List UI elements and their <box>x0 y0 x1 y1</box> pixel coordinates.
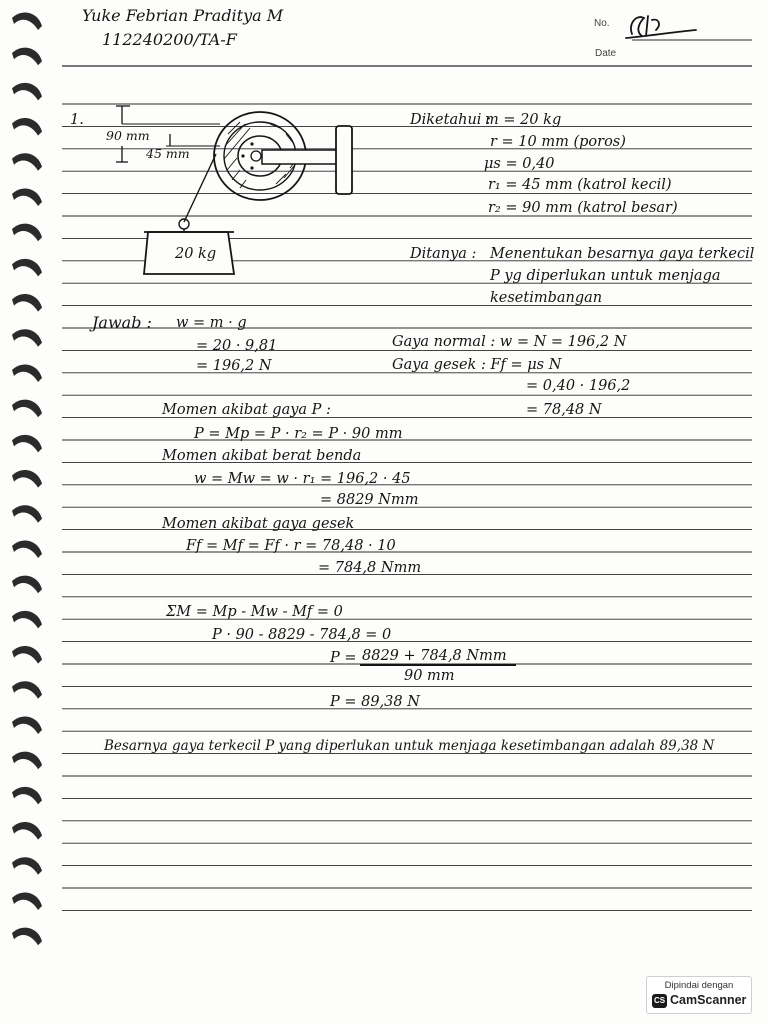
weight-formula: w = m · g <box>176 315 247 331</box>
ditanya-label: Ditanya : <box>410 246 477 262</box>
moment-f-result: = 784,8 Nmm <box>318 560 422 576</box>
given-small-pulley-radius: r₁ = 45 mm (katrol kecil) <box>488 177 672 193</box>
spiral-ring <box>12 48 42 66</box>
fraction-bar <box>360 664 516 666</box>
moment-p-formula: P = Mp = P · r₂ = P · 90 mm <box>194 426 403 442</box>
spiral-ring <box>12 892 42 910</box>
spiral-ring <box>12 611 42 629</box>
p-numerator: 8829 + 784,8 Nmm <box>362 648 507 664</box>
student-name: Yuke Febrian Praditya M <box>82 6 284 25</box>
no-label: No. <box>594 18 610 29</box>
friction-substitution: = 0,40 · 196,2 <box>526 378 631 394</box>
spiral-ring <box>12 540 42 558</box>
asked-line-3: kesetimbangan <box>490 290 603 306</box>
spiral-ring <box>12 153 42 171</box>
given-large-pulley-radius: r₂ = 90 mm (katrol besar) <box>488 200 678 216</box>
spiral-ring <box>12 224 42 242</box>
friction-result: = 78,48 N <box>526 402 602 418</box>
moment-w-title: Momen akibat berat benda <box>162 448 362 464</box>
moment-f-title: Momen akibat gaya gesek <box>162 516 355 532</box>
moment-w-result: = 8829 Nmm <box>320 492 419 508</box>
signature-mark <box>618 10 698 46</box>
moment-sum-substitution: P · 90 - 8829 - 784,8 = 0 <box>212 627 392 643</box>
spiral-binding <box>8 0 48 960</box>
moment-sum-equation: ΣM = Mp - Mw - Mf = 0 <box>166 604 343 620</box>
conclusion: Besarnya gaya terkecil P yang diperlukan untuk menjaga kesetimbangan adalah 89,38 N <box>104 738 715 754</box>
diketahui-label: Diketahui : <box>410 112 491 128</box>
spiral-ring <box>12 12 42 30</box>
mass-label: 20 kg <box>175 246 217 262</box>
spiral-ring <box>12 505 42 523</box>
given-axle-radius: r = 10 mm (poros) <box>490 134 626 150</box>
student-id: 112240200/TA-F <box>102 30 237 49</box>
p-equals: P = <box>330 650 357 666</box>
weight-substitution: = 20 · 9,81 <box>196 338 278 354</box>
p-result: P = 89,38 N <box>330 694 420 710</box>
problem-number: 1. <box>70 112 84 128</box>
spiral-ring <box>12 400 42 418</box>
spiral-ring <box>12 294 42 312</box>
asked-line-1: Menentukan besarnya gaya terkecil <box>490 246 755 262</box>
given-mass: m = 20 kg <box>485 112 562 128</box>
spiral-ring <box>12 83 42 101</box>
given-friction-coefficient: μs = 0,40 <box>484 156 555 172</box>
dimension-45mm: 45 mm <box>146 146 190 161</box>
scanner-caption: Dipindai dengan <box>664 980 734 991</box>
spiral-ring <box>12 928 42 946</box>
spiral-ring <box>12 787 42 805</box>
date-label: Date <box>595 48 617 59</box>
p-denominator: 90 mm <box>404 668 455 684</box>
asked-line-2: P yg diperlukan untuk menjaga <box>490 268 721 284</box>
camscanner-logo-icon: CS <box>652 994 667 1008</box>
normal-force: Gaya normal : w = N = 196,2 N <box>392 334 627 350</box>
spiral-ring <box>12 752 42 770</box>
friction-force: Gaya gesek : Ff = μs N <box>392 357 562 373</box>
spiral-ring <box>12 118 42 136</box>
moment-p-title: Momen akibat gaya P : <box>162 402 331 418</box>
scanner-brand: CamScanner <box>670 993 747 1007</box>
spiral-ring <box>12 576 42 594</box>
spiral-ring <box>12 646 42 664</box>
spiral-ring <box>12 857 42 875</box>
jawab-label: Jawab : <box>92 313 152 332</box>
spiral-ring <box>12 470 42 488</box>
moment-w-formula: w = Mw = w · r₁ = 196,2 · 45 <box>194 471 411 487</box>
spiral-ring <box>12 822 42 840</box>
spiral-ring <box>12 435 42 453</box>
spiral-ring <box>12 681 42 699</box>
spiral-ring <box>12 364 42 382</box>
moment-f-formula: Ff = Mf = Ff · r = 78,48 · 10 <box>186 538 396 554</box>
spiral-ring <box>12 716 42 734</box>
spiral-ring <box>12 188 42 206</box>
spiral-ring <box>12 329 42 347</box>
spiral-ring <box>12 259 42 277</box>
weight-result: = 196,2 N <box>196 358 272 374</box>
dimension-90mm: 90 mm <box>106 128 150 143</box>
camscanner-watermark <box>646 976 752 1014</box>
